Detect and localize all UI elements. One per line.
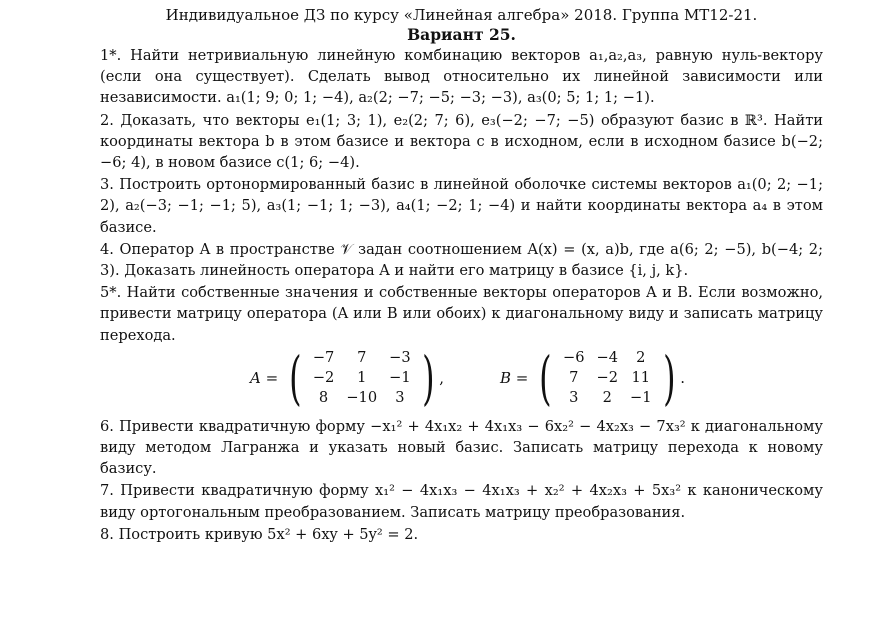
- matrix-cell: 3: [569, 389, 579, 407]
- matrix-cell: 1: [357, 369, 367, 387]
- matrix-cell: 11: [631, 369, 651, 387]
- matrix-a: A = ( −7 7 −3 −2 1 −1 8 −10 3 ) ,: [250, 343, 445, 412]
- matrix-cell: −2: [312, 369, 335, 387]
- matrix-a-label: A =: [250, 368, 279, 387]
- document-header: Индивидуальное ДЗ по курсу «Линейная алгебра» 2018. Группа МТ12-21.: [165, 6, 758, 24]
- matrix-cell: 3: [395, 389, 405, 407]
- matrix-cell: 7: [569, 369, 579, 387]
- matrix-cell: −3: [389, 349, 411, 367]
- matrix-b: B = ( −6 −4 2 7 −2 11 3 2 −1 ) .: [500, 343, 685, 412]
- right-paren-icon: ): [421, 343, 435, 412]
- task-2: 2. Доказать, что векторы e₁(1; 3; 1), e₂(2; 7; 6), e₃(−2; −7; −5) образуют базис в ℝ³. Найти координаты вектора b в этом базисе и вектора c в исходном, если в исходном базисе b(−2; −6; 4), в новом базисе c(1; 6; −4).: [100, 111, 823, 172]
- matrix-cell: −10: [346, 389, 378, 407]
- matrix-cell: 2: [636, 349, 646, 367]
- task-3: 3. Построить ортонормированный базис в линейной оболочке системы векторов a₁(0; 2; −1; 2), a₂(−3; −1; −1; 5), a₃(1; −1; 1; −3), a₄(1; −2; 1; −4) и найти координаты вектора a₄ в этом базисе.: [100, 176, 823, 236]
- matrix-cell: 8: [318, 389, 329, 407]
- matrix-a-table: [307, 348, 417, 408]
- task-6: 6. Привести квадратичную форму −x₁² + 4x₁x₂ + 4x₁x₃ − 6x₂² − 4x₂x₃ − 7x₃² к диагональному виду методом Лагранжа и указать новый базис. Записать матрицу перехода к новому базису.: [100, 417, 823, 478]
- task-5: 5*. Найти собственные значения и собственные векторы операторов A и B. Если возможно, привести матрицу оператора (A или B или обоих) к диагональному виду и записать матрицу перехода.: [100, 284, 823, 344]
- operator-matrices: [100, 343, 823, 414]
- left-paren-icon: (: [539, 343, 552, 412]
- matrix-cell: −6: [563, 349, 585, 367]
- left-paren-icon: (: [289, 343, 302, 412]
- matrix-cell: −7: [312, 349, 335, 367]
- matrix-b-table: [557, 348, 658, 408]
- task-4: 4. Оператор A в пространстве 𝒱 задан соотношением A(x) = (x, a)b, где a(6; 2; −5), b(−4; 2; 3). Доказать линейность оператора A и найти его матрицу в базисе {i, j, k}.: [100, 240, 823, 280]
- task-1: 1*. Найти нетривиальную линейную комбинацию векторов a₁,a₂,a₃, равную нуль-вектору (если она существует). Сделать вывод относительно их линейной зависимости или независимости. a₁(1; 9; 0; 1; −4), a₂(2; −7; −5; −3; −3), a₃(0; 5; 1; 1; −1).: [100, 47, 823, 107]
- matrix-cell: −1: [630, 389, 652, 407]
- right-paren-icon: ): [662, 343, 676, 412]
- matrix-cell: −4: [596, 349, 619, 367]
- matrix-cell: −2: [596, 369, 619, 387]
- matrix-cell: −1: [389, 369, 411, 387]
- matrix-b-label: B =: [500, 368, 529, 387]
- task-8: 8. Построить кривую 5x² + 6xy + 5y² = 2.: [100, 525, 419, 543]
- matrix-cell: 7: [357, 349, 367, 367]
- matrix-cell: 2: [602, 389, 612, 407]
- variant-title: Вариант 25.: [407, 25, 516, 44]
- assignment-page: [100, 6, 823, 545]
- task-7: 7. Привести квадратичную форму x₁² − 4x₁x₃ − 4x₁x₃ + x₂² + 4x₂x₃ + 5x₃² к каноническому виду ортогональным преобразованием. Записать матрицу преобразования.: [100, 482, 823, 521]
